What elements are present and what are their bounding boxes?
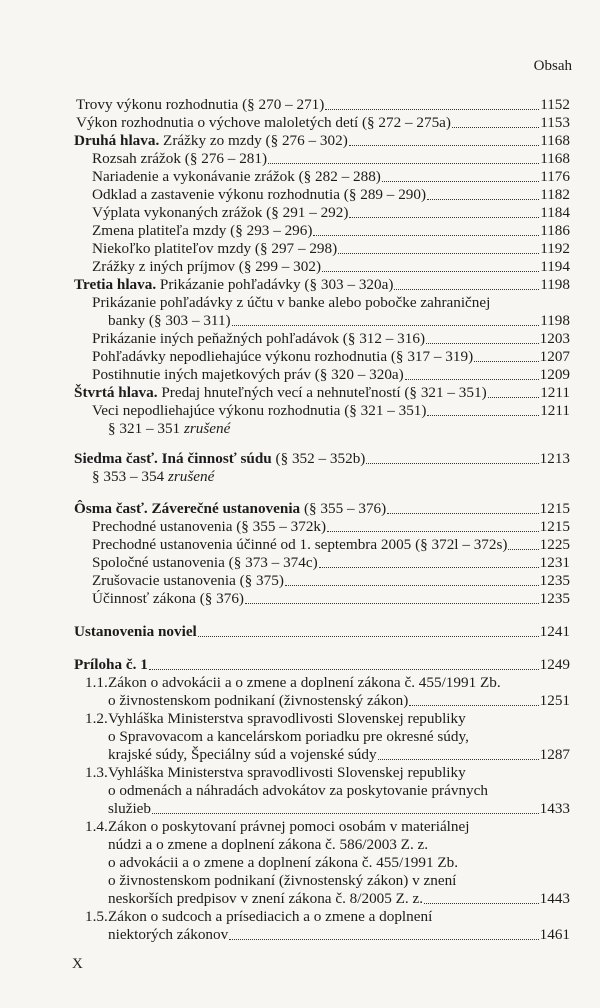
toc-entry-title: o odmenách a náhradách advokátov za poskytovanie právnych [108,782,488,799]
dot-leader [313,235,539,236]
toc-entry[interactable] [74,655,570,674]
dot-leader [378,759,539,760]
toc-entry-title: Zrážky z iných príjmov (§ 299 – 302) [92,258,322,275]
dot-leader [349,217,539,218]
dot-leader [387,513,538,514]
toc-entry-title: Siedma časť. Iná činnosť súdu (§ 352 – 352b) [74,450,366,467]
toc-entry[interactable] [92,203,570,222]
toc-entry[interactable] [108,763,570,782]
dot-leader [285,585,539,586]
dot-leader [319,567,539,568]
item-number: 1.1. [85,674,108,691]
toc-entry-title: Tretia hlava. Prikázanie pohľadávky (§ 303 – 320a) [74,276,394,293]
toc-entry-title: o advokácii a o zmene a doplnení zákona č. 455/1991 Zb. [108,854,459,871]
dot-leader [474,361,538,362]
toc-entry[interactable] [108,853,570,872]
toc-entry-title: Účinnosť zákona (§ 376) [92,590,244,607]
toc-entry-title: o živnostenskom podnikaní (živnostenský zákon) v znení [108,872,457,889]
toc-page-number: 1241 [539,623,570,640]
dot-leader [229,939,538,940]
toc-page-number: 1153 [540,114,570,131]
toc-entry-title: služieb [108,800,152,817]
toc-entry-title: banky (§ 303 – 311) [108,312,231,329]
toc-entry-title: Výkon rozhodnutia o výchove maloletých detí (§ 272 – 275a) [76,114,451,131]
toc-entry[interactable] [108,817,570,836]
toc-entry[interactable] [92,167,570,186]
toc-page-number: 1192 [540,240,570,257]
toc-page-number: 1211 [540,402,570,419]
toc-entry-title: Zmena platiteľa mzdy (§ 293 – 296) [92,222,313,239]
toc-entry-title: Ôsma časť. Záverečné ustanovenia (§ 355 – 376) [74,500,387,517]
toc-entry[interactable] [92,239,570,258]
toc-entry[interactable] [108,925,570,944]
toc-entry[interactable] [92,571,570,590]
toc-entry-title: Prikázanie iných peňažných pohľadávok (§ 312 – 316) [92,330,426,347]
toc-entry[interactable] [92,365,570,384]
toc-entry[interactable] [92,293,570,312]
toc-entry-title: § 321 – 351 zrušené [108,420,231,437]
toc-page-number: 1198 [540,276,570,293]
toc-entry[interactable] [108,889,570,908]
item-number: 1.3. [85,764,108,781]
toc-entry-title: Vyhláška Ministerstva spravodlivosti Slovenskej republiky [108,764,466,781]
toc-entry-title: o Spravovacom a kancelárskom poriadku pre okresné súdy, [108,728,469,745]
toc-entry-title: Druhá hlava. Zrážky zo mzdy (§ 276 – 302) [74,132,348,149]
dot-leader [152,813,539,814]
toc-entry-title: Veci nepodliehajúce výkonu rozhodnutia (§ 321 – 351) [92,402,427,419]
toc-entry[interactable] [108,781,570,800]
toc-entry-title: núdzi a o zmene a doplnení zákona č. 586/2003 Z. z. [108,836,429,853]
item-number: 1.4. [85,818,108,835]
toc-entry[interactable] [108,835,570,854]
toc-entry[interactable] [92,589,570,608]
dot-leader [426,343,539,344]
toc-page-number: 1251 [539,692,570,709]
toc-page-number: 1235 [539,590,570,607]
dot-leader [452,127,539,128]
toc-entry-title: Trovy výkonu rozhodnutia (§ 270 – 271) [76,96,325,113]
toc-page-number: 1443 [539,890,570,907]
dot-leader [394,289,539,290]
dot-leader [508,549,538,550]
dot-leader [232,325,540,326]
toc-entry-title: Zákon o poskytovaní právnej pomoci osobám v materiálnej [108,818,470,835]
toc-entry-title: Prikázanie pohľadávky z účtu v banke alebo pobočke zahraničnej [92,294,491,311]
toc-entry[interactable] [74,383,570,402]
toc-page-number: 1225 [539,536,570,553]
dot-leader [245,603,539,604]
toc-entry[interactable] [76,95,570,114]
toc-entry-title: Prechodné ustanovenia účinné od 1. septembra 2005 (§ 372l – 372s) [92,536,508,553]
toc-entry-title: niektorých zákonov [108,926,229,943]
toc-page-number: 1182 [540,186,570,203]
toc-entry[interactable] [92,467,570,486]
dot-leader [338,253,539,254]
toc-entry[interactable] [108,311,570,330]
toc-entry[interactable] [92,221,570,240]
toc-page-number: 1168 [540,132,570,149]
toc-entry-title: Výplata vykonaných zrážok (§ 291 – 292) [92,204,349,221]
toc-page-number: 1209 [539,366,570,383]
item-number: 1.2. [85,710,108,727]
toc-entry[interactable] [76,113,570,132]
toc-entry[interactable] [92,185,570,204]
dot-leader [327,531,539,532]
toc-entry-title: Rozsah zrážok (§ 276 – 281) [92,150,268,167]
toc-entry[interactable] [108,799,570,818]
toc-entry[interactable] [92,257,570,276]
toc-entry-title: Štvrtá hlava. Predaj hnuteľných vecí a nehnuteľností (§ 321 – 351) [74,384,487,401]
toc-page-number: 1215 [539,500,570,517]
toc-page-number: 1194 [540,258,570,275]
toc-entry[interactable] [108,745,570,764]
toc-entry-title: § 353 – 354 zrušené [92,468,215,485]
toc-entry[interactable] [74,449,570,468]
toc-page-number: 1249 [539,656,570,673]
toc-entry[interactable] [92,401,570,420]
toc-entry[interactable] [108,871,570,890]
toc-page-number: 1198 [540,312,570,329]
toc-entry-title: Odklad a zastavenie výkonu rozhodnutia (§ 289 – 290) [92,186,427,203]
toc-page-number: 1203 [539,330,570,347]
dot-leader [424,903,539,904]
toc-entry-title: Zákon o sudcoch a prísediacich a o zmene a doplnení [108,908,433,925]
toc-page-number: 1213 [539,450,570,467]
dot-leader [349,145,539,146]
dot-leader [198,636,539,637]
toc-entry-title: Pohľadávky nepodliehajúce výkonu rozhodnutia (§ 317 – 319) [92,348,474,365]
toc-entry-title: Zákon o advokácii a o zmene a doplnení zákona č. 455/1991 Zb. [108,674,501,691]
toc-page-number: 1287 [539,746,570,763]
toc-page-number: 1176 [540,168,570,185]
toc-entry-title: Postihnutie iných majetkových práv (§ 320 – 320a) [92,366,404,383]
dot-leader [405,379,539,380]
dot-leader [427,415,539,416]
item-number: 1.5. [85,908,108,925]
dot-leader [409,705,538,706]
dot-leader [382,181,539,182]
toc-entry[interactable] [92,517,570,536]
page-number: X [72,956,83,972]
toc-entry-title: Niekoľko platiteľov mzdy (§ 297 – 298) [92,240,338,257]
toc-entry[interactable] [74,622,570,641]
toc-page-number: 1231 [539,554,570,571]
toc-entry-title: Spoločné ustanovenia (§ 373 – 374c) [92,554,318,571]
toc-entry[interactable] [108,727,570,746]
toc-page-number: 1184 [540,204,570,221]
toc-entry[interactable] [74,275,570,294]
dot-leader [149,669,539,670]
toc-page-number: 1207 [539,348,570,365]
dot-leader [322,271,539,272]
toc-entry-title: Prechodné ustanovenia (§ 355 – 372k) [92,518,327,535]
toc-entry[interactable] [92,329,570,348]
dot-leader [427,199,539,200]
toc-entry[interactable] [108,691,570,710]
dot-leader [366,463,538,464]
toc-page-number: 1168 [540,150,570,167]
dot-leader [268,163,539,164]
toc-entry[interactable] [74,131,570,150]
toc-page-number: 1433 [539,800,570,817]
dot-leader [488,397,540,398]
toc-page-number: 1152 [540,96,570,113]
toc-entry[interactable] [108,709,570,728]
toc-entry[interactable] [108,673,570,692]
toc-page-number: 1186 [540,222,570,239]
toc-entry-title: Zrušovacie ustanovenia (§ 375) [92,572,284,589]
toc-entry-title: Príloha č. 1 [74,656,148,673]
toc-entry[interactable] [74,499,570,518]
toc-page-number: 1211 [540,384,570,401]
toc-entry-title: krajské súdy, Špeciálny súd a vojenské súdy [108,746,377,763]
toc-entry[interactable] [92,347,570,366]
toc-page-number: 1215 [539,518,570,535]
dot-leader [325,109,539,110]
running-header: Obsah [533,58,572,74]
toc-entry[interactable] [108,907,570,926]
toc-entry[interactable] [92,149,570,168]
toc-entry-title: Vyhláška Ministerstva spravodlivosti Slovenskej republiky [108,710,466,727]
toc-entry-title: o živnostenskom podnikaní (živnostenský zákon) [108,692,409,709]
toc-entry[interactable] [92,553,570,572]
toc-entry-title: neskorších predpisov v znení zákona č. 8/2005 Z. z. [108,890,424,907]
toc-page-number: 1235 [539,572,570,589]
toc-entry-title: Nariadenie a vykonávanie zrážok (§ 282 – 288) [92,168,381,185]
toc-page-number: 1461 [539,926,570,943]
toc-entry-title: Ustanovenia noviel [74,623,197,640]
toc-entry[interactable] [92,535,570,554]
toc-entry[interactable] [108,419,570,438]
